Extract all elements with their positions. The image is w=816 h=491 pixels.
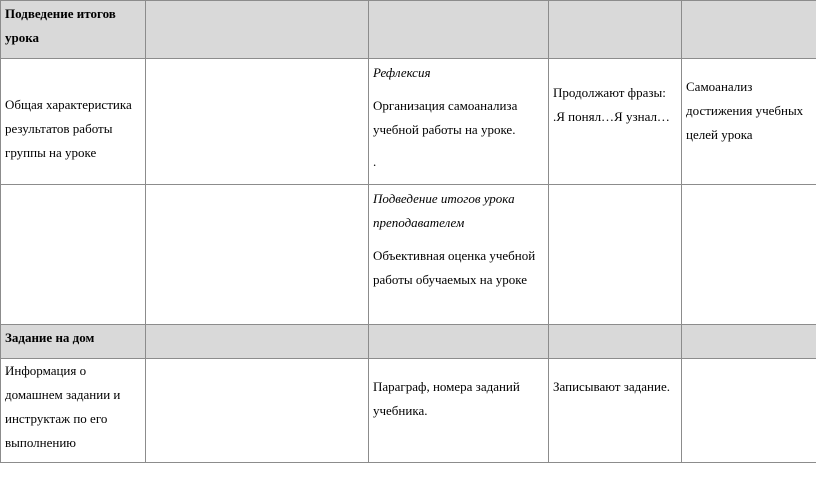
empty-cell	[1, 185, 146, 325]
student-activity-text: Записывают задание.	[553, 379, 670, 394]
table-row	[1, 359, 816, 463]
stage-description: Информация о домашнем задании и инструктаж по его выполнению	[5, 363, 121, 450]
student-activity-text: Продолжают фразы: .Я понял…Я узнал…	[553, 85, 670, 124]
empty-cell	[369, 1, 549, 59]
activity-dot: .	[373, 154, 377, 169]
empty-cell	[549, 1, 682, 59]
empty-cell	[682, 185, 816, 325]
empty-cell	[369, 325, 549, 359]
section-header-cell	[1, 325, 146, 359]
outcome-cell	[682, 59, 816, 185]
empty-cell	[682, 1, 816, 59]
empty-cell	[682, 359, 816, 463]
student-activity-cell	[549, 59, 682, 185]
teacher-activity-cell	[369, 359, 549, 463]
table-row	[1, 1, 816, 59]
stage-cell	[1, 359, 146, 463]
activity-text: Объективная оценка учебной работы обучаемых на уроке	[373, 248, 536, 287]
empty-cell	[146, 185, 369, 325]
empty-cell	[682, 325, 816, 359]
teacher-activity-cell	[369, 59, 549, 185]
section-header-homework: Задание на дом	[5, 330, 95, 345]
activity-text: Организация самоанализа учебной работы на уроке.	[373, 98, 518, 137]
teacher-activity-cell	[369, 185, 549, 325]
empty-cell	[146, 59, 369, 185]
activity-title-summary: Подведение итогов урока преподавателем	[373, 191, 515, 230]
table-row	[1, 185, 816, 325]
section-header-cell	[1, 1, 146, 59]
student-activity-cell	[549, 359, 682, 463]
empty-cell	[549, 185, 682, 325]
empty-cell	[146, 359, 369, 463]
section-header-summary: Подведение итогов урока	[5, 6, 116, 45]
empty-cell	[549, 325, 682, 359]
outcome-text: Самоанализ достижения учебных целей урока	[686, 79, 804, 142]
empty-cell	[146, 1, 369, 59]
table-row	[1, 59, 816, 185]
table-row	[1, 325, 816, 359]
activity-text: Параграф, номера заданий учебника.	[373, 379, 520, 418]
activity-title-reflection: Рефлексия	[373, 65, 431, 80]
empty-cell	[146, 325, 369, 359]
stage-cell	[1, 59, 146, 185]
stage-description: Общая характеристика результатов работы группы на уроке	[5, 97, 132, 160]
